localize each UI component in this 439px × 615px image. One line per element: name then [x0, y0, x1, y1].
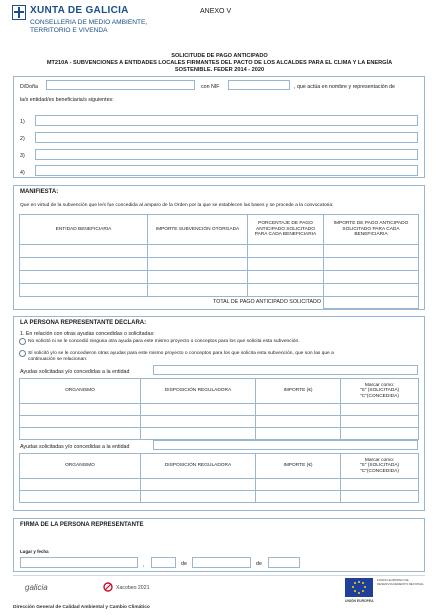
lugar-comma: , [143, 562, 145, 568]
table-cell[interactable] [341, 491, 419, 503]
marcar-line-3: "C"(CONCEDIDA) [360, 393, 399, 399]
radio-no[interactable] [19, 338, 26, 345]
marcar-line-1: Marcar como: [364, 457, 395, 463]
table-row [20, 491, 419, 503]
logo-sub-line-2: TERRITORIO E VIVENDA [30, 27, 108, 34]
table-row [20, 258, 419, 271]
table-cell[interactable] [20, 428, 141, 440]
beneficiary-field-4[interactable] [35, 165, 418, 176]
table-cell[interactable] [20, 258, 148, 271]
manifiesta-intro: Que en virtud de la subvención que le/s fue concedida al amparo de la Orden por la que se establecen las bases y se procede a la convocatoria: [20, 203, 334, 208]
table-row [20, 416, 419, 428]
col-disposicion: DISPOSICIÓN REGULADORA [141, 379, 256, 404]
beneficiary-number-4: 4) [20, 170, 25, 176]
beneficiary-field-3[interactable] [35, 149, 418, 160]
total-field[interactable] [324, 297, 419, 309]
ayudas-table-1 [19, 378, 419, 440]
anticipo-table [19, 214, 419, 309]
firma-title: FIRMA DE LA PERSONA REPRESENTANTE [20, 522, 144, 528]
table-cell[interactable] [248, 271, 324, 284]
table-cell[interactable] [248, 284, 324, 297]
declara-q1: 1. En relación con otras ayudas concedidas o solicitadas: [20, 331, 155, 337]
ayudas-entity-field-2[interactable] [153, 440, 418, 450]
marcar-line-1: Marcar como: [364, 382, 395, 388]
table-cell[interactable] [141, 416, 256, 428]
ayudas-label-2: Ayudas solicitadas y/o concedidas a la entidad [20, 444, 130, 450]
col-importe: IMPORTE (€) [256, 379, 341, 404]
table-cell[interactable] [248, 258, 324, 271]
nif-label: con NIF [201, 84, 220, 90]
table-row [20, 284, 419, 297]
table-cell[interactable] [256, 491, 341, 503]
doc-title: SOLICITUDE DE PAGO ANTICIPADO [171, 53, 268, 59]
doc-subtitle-2: SOSTENIBLE. FEDER 2014 - 2020 [174, 67, 265, 73]
beneficiary-field-1[interactable] [35, 115, 418, 126]
table-cell[interactable] [256, 416, 341, 428]
ayudas-header-row [20, 454, 419, 479]
table-row [20, 428, 419, 440]
col-importe-subvencion: IMPORTE SUBVENCIÓN OTORGADA [148, 215, 248, 245]
manifiesta-title: MANIFIESTA: [20, 189, 59, 195]
xunta-logo [12, 5, 182, 43]
logo-sub-line-1: CONSELLERIA DE MEDIO AMBIENTE, [30, 19, 148, 26]
table-cell[interactable] [20, 416, 141, 428]
col-disposicion: DISPOSICIÓN REGULADORA [141, 454, 256, 479]
radio-si[interactable] [19, 350, 26, 357]
table-cell[interactable] [20, 479, 141, 491]
opt-si-label-2: continuación se relacionan: [28, 357, 88, 362]
col-importe: IMPORTE (€) [256, 454, 341, 479]
dona-field[interactable] [46, 80, 195, 90]
lugar-label: Lugar y fecha [20, 549, 49, 554]
xacobeo-logo: Xacobeo 2021 [116, 585, 150, 591]
eu-union-label: UNIÓN EUROPEA [345, 599, 374, 603]
total-row [20, 297, 419, 309]
day-field[interactable] [151, 557, 176, 568]
table-cell[interactable] [141, 491, 256, 503]
table-cell[interactable] [324, 258, 419, 271]
col-importe-anticipo: IMPORTE DE PAGO ANTICIPADO SOLICITADO PARA CADA BENEFICIARIA [324, 215, 419, 245]
marcar-line-3: "C"(CONCEDIDA) [360, 468, 399, 474]
cross-icon [12, 5, 26, 20]
col-marcar [341, 379, 419, 404]
table-cell[interactable] [20, 284, 148, 297]
beneficiary-number-2: 2) [20, 136, 25, 142]
table-cell[interactable] [341, 404, 419, 416]
table-cell[interactable] [148, 271, 248, 284]
ayudas-label-1: Ayudas solicitadas y/o concedidas a la entidad [20, 369, 130, 375]
opt-no-label: No solicitó ni se le concedió ninguna otra ayuda para este mismo proyecto o conceptos para los que solicita esta subvención. [28, 339, 300, 344]
dona-label: D/Doña [20, 84, 38, 90]
beneficiaries-label: la/s entidad/es beneficiaria/s siguientes: [20, 97, 114, 103]
ayudas-table-2 [19, 453, 419, 503]
table-cell[interactable] [324, 245, 419, 258]
table-cell[interactable] [20, 245, 148, 258]
table-cell[interactable] [341, 479, 419, 491]
table-row [20, 404, 419, 416]
ayudas-entity-field-1[interactable] [153, 365, 418, 375]
direccion-general: Dirección General de Calidad Ambiental y Cambio Climático [13, 605, 150, 610]
table-cell[interactable] [20, 404, 141, 416]
marcar-line-2: "S" (SOLICITADA) [359, 388, 400, 394]
de-label-2: de [256, 561, 262, 567]
marcar-line-2: "S" (SOLICITADA) [359, 463, 400, 469]
opt-si-label-1: Sí solicitó y/o se le concedieron otras ayudas para este mismo proyecto o conceptos para los que solicita esta subvención, que son las que a [28, 351, 334, 356]
applicant-section [13, 76, 425, 178]
footer-divider [13, 575, 425, 576]
galicia-logo: galicia [25, 583, 48, 592]
anticipo-header-row [20, 215, 419, 245]
table-cell[interactable] [141, 479, 256, 491]
table-cell[interactable] [341, 428, 419, 440]
table-row [20, 245, 419, 258]
table-cell[interactable] [324, 271, 419, 284]
table-cell[interactable] [20, 271, 148, 284]
acting-label: , que actúa en nombre y representación de [294, 84, 396, 90]
table-cell[interactable] [256, 428, 341, 440]
table-cell[interactable] [256, 404, 341, 416]
lugar-field[interactable] [20, 557, 138, 568]
anexo-label: ANEXO V [200, 8, 232, 15]
col-marcar [341, 454, 419, 479]
beneficiary-field-2[interactable] [35, 132, 418, 143]
table-cell[interactable] [148, 258, 248, 271]
eu-fund-text: FONDO EUROPEO DE DESENVOLVEMENTO REXIONAL [377, 578, 424, 586]
table-cell[interactable] [141, 404, 256, 416]
logo-title: XUNTA DE GALICIA [30, 5, 129, 16]
table-row [20, 271, 419, 284]
logo-subtitle [30, 19, 190, 35]
col-entidad: ENTIDAD BENEFICIARIA [20, 215, 148, 245]
table-cell[interactable] [341, 416, 419, 428]
doc-subtitle-1: MT210A - SUBVENCIONES A ENTIDADES LOCALES FIRMANTES DEL PACTO DE LOS ALCALDES PARA EL CLIMA Y LA ENERGÍA [46, 60, 393, 66]
table-cell[interactable] [141, 428, 256, 440]
col-organismo: ORGANISMO [20, 454, 141, 479]
nif-field[interactable] [228, 80, 290, 90]
table-cell[interactable] [148, 284, 248, 297]
table-cell[interactable] [148, 245, 248, 258]
beneficiary-number-1: 1) [20, 119, 25, 125]
table-row [20, 479, 419, 491]
col-organismo: ORGANISMO [20, 379, 141, 404]
beneficiary-number-3: 3) [20, 153, 25, 159]
table-cell[interactable] [248, 245, 324, 258]
eu-flag-icon [345, 578, 373, 597]
ayudas-header-row [20, 379, 419, 404]
year-field[interactable] [268, 557, 300, 568]
de-label-1: de [181, 561, 187, 567]
declara-title: LA PERSONA REPRESENTANTE DECLARA: [20, 320, 147, 326]
table-cell[interactable] [324, 284, 419, 297]
col-porcentaje: PORCENTAJE DE PAGO ANTICIPADO SOLICITADO PARA CADA BENEFICIARIA [248, 215, 324, 245]
xacobeo-icon [103, 582, 113, 592]
table-cell[interactable] [256, 479, 341, 491]
month-field[interactable] [192, 557, 251, 568]
table-cell[interactable] [20, 491, 141, 503]
total-label: TOTAL DE PAGO ANTICIPADO SOLICITADO [20, 297, 324, 309]
